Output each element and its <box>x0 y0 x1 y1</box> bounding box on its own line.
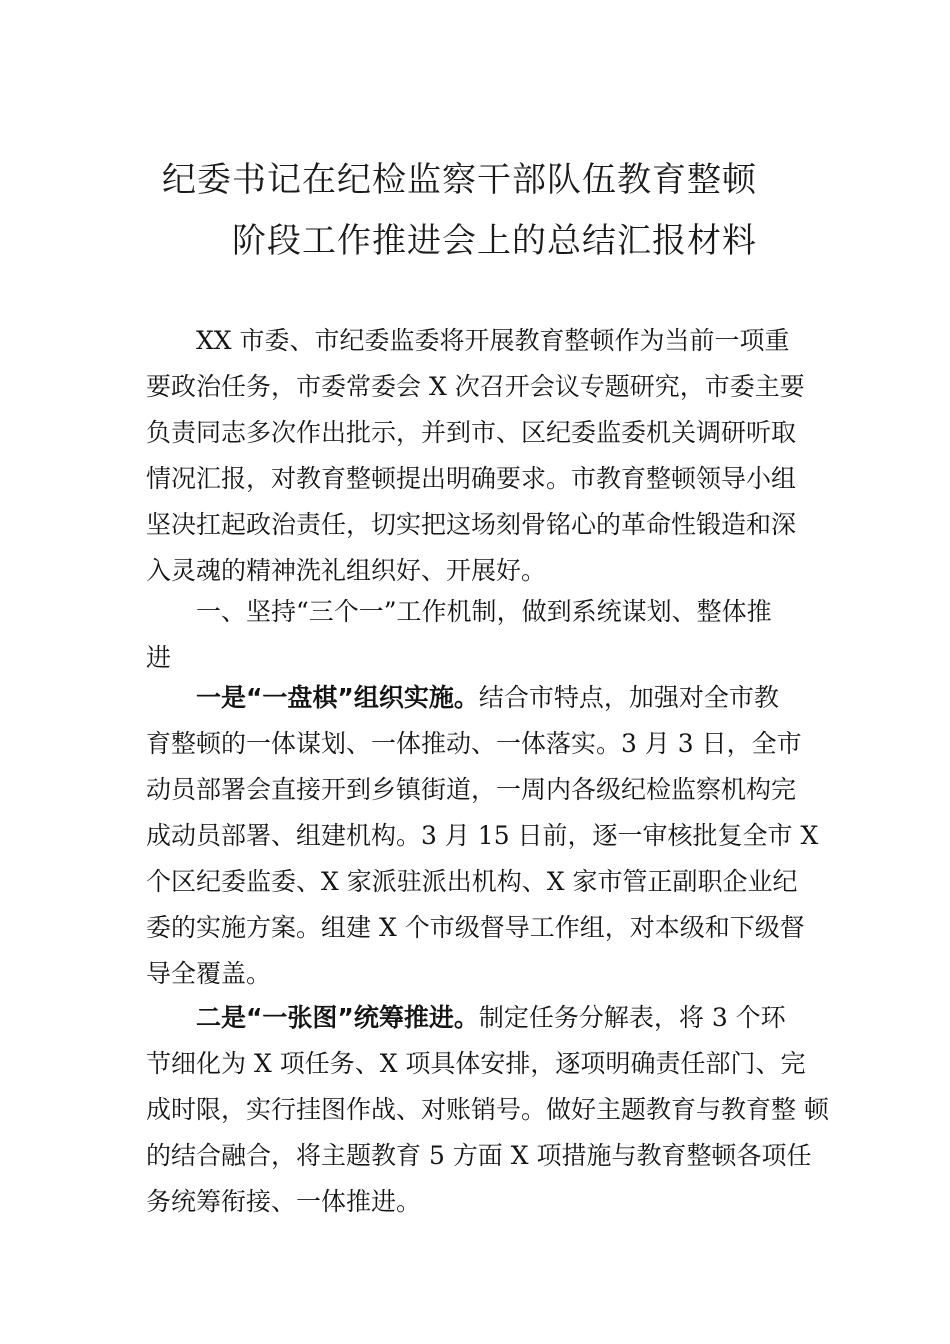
point-two-first-line: 制定任务分解表，将 3 个环 <box>478 1003 786 1032</box>
document-title-line-1: 纪委书记在纪检监察干部队伍教育整顿 <box>162 160 757 200</box>
point-two-paragraph <box>146 995 829 1225</box>
point-two-lead: 二是“一张图”统筹推进。 <box>196 1003 479 1032</box>
paragraph-line: 坚决扛起政治责任，切实把这场刻骨铭心的革命性锻造和深 <box>146 510 797 539</box>
paragraph-line: 育整顿的一体谋划、一体推动、一体落实。3 月 3 日，全市 <box>146 729 802 758</box>
point-one-paragraph <box>146 675 819 997</box>
paragraph-line: 个区纪委监委、X 家派驻派出机构、X 家市管正副职企业纪 <box>146 867 798 896</box>
paragraph-line <box>146 995 810 1041</box>
intro-paragraph <box>146 318 810 594</box>
heading-line: 进 <box>146 643 172 672</box>
paragraph-line: 委的实施方案。组建 X 个市级督导工作组，对本级和下级督 <box>146 913 805 942</box>
paragraph-line <box>146 675 810 721</box>
paragraph-line: 节细化为 X 项任务、X 项具体安排，逐项明确责任部门、完 <box>146 1049 806 1078</box>
paragraph-line: 成时限，实行挂图作战、对账销号。做好主题教育与教育整 顿 <box>146 1095 829 1124</box>
paragraph-line: 入灵魂的精神洗礼组织好、开展好。 <box>146 556 547 585</box>
heading-line: 一、坚持“三个一”工作机制，做到系统谋划、整体推 <box>196 597 772 626</box>
paragraph-line: 导全覆盖。 <box>146 959 272 988</box>
point-one-lead: 一是“一盘棋”组织实施。 <box>196 683 479 712</box>
paragraph-line: 负责同志多次作出批示，并到市、区纪委监委机关调研听取 <box>146 418 797 447</box>
document-title-line-2: 阶段工作推进会上的总结汇报材料 <box>232 221 757 261</box>
paragraph-line: 的结合融合，将主题教育 5 方面 X 项措施与教育整顿各项任 <box>146 1141 812 1170</box>
paragraph-line: 情况汇报，对教育整顿提出明确要求。市教育整顿领导小组 <box>146 464 797 493</box>
section-heading-1 <box>146 589 810 681</box>
paragraph-line: 成动员部署、组建机构。3 月 15 日前，逐一审核批复全市 X <box>146 821 819 850</box>
paragraph-line: XX 市委、市纪委监委将开展教育整顿作为当前一项重 <box>196 326 790 355</box>
paragraph-line: 要政治任务，市委常委会 X 次召开会议专题研究，市委主要 <box>146 372 805 401</box>
paragraph-line: 务统筹衔接、一体推进。 <box>146 1187 422 1216</box>
paragraph-line: 动员部署会直接开到乡镇街道，一周内各级纪检监察机构完 <box>146 775 797 804</box>
point-one-first-line: 结合市特点，加强对全市教 <box>478 683 779 712</box>
